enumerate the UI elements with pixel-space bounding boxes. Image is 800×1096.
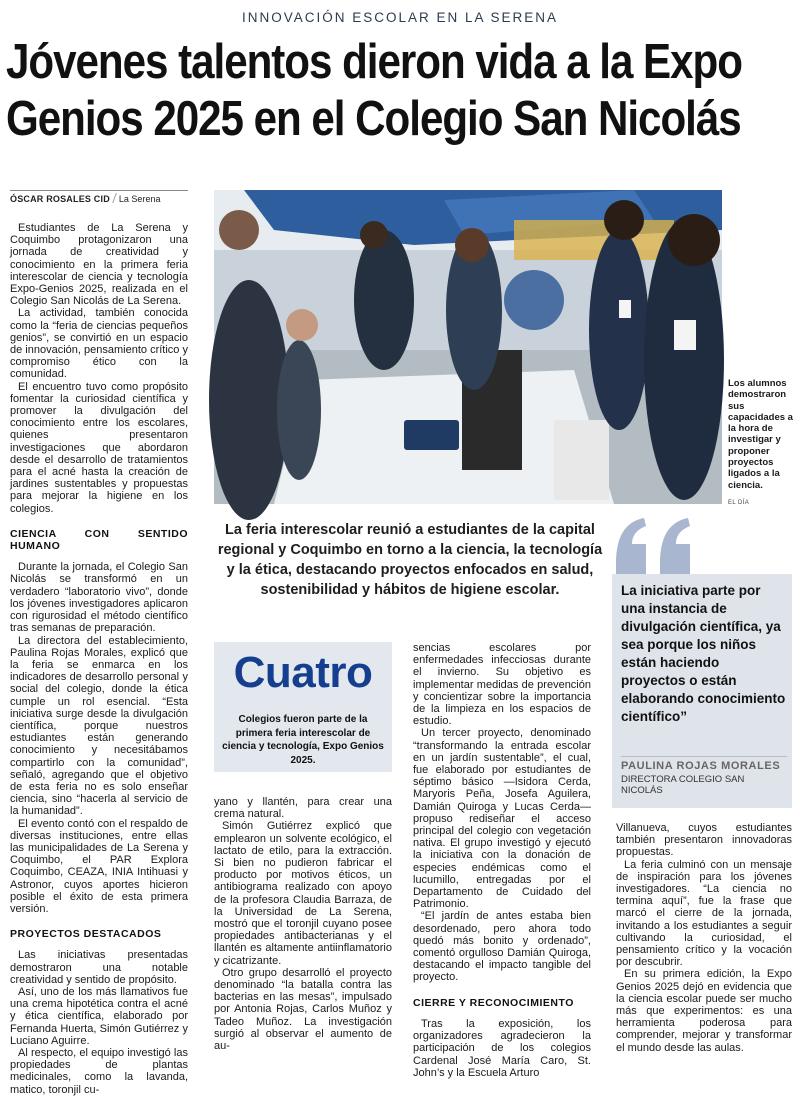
- headline-line-1: Jóvenes talentos dieron vida a la Expo: [6, 35, 742, 89]
- pull-quote-role: DIRECTORA COLEGIO SAN NICOLÁS: [621, 774, 745, 796]
- paragraph: Al respecto, el equipo investigó las propiedades de plantas medicinales, como la lavanda, matico, toronjil cu-: [10, 1047, 188, 1096]
- article-column-1: [10, 222, 188, 1096]
- paragraph: Las iniciativas presentadas demostraron una notable creatividad y sentido de propósito.: [10, 949, 188, 986]
- section-kicker: INNOVACIÓN ESCOLAR EN LA SERENA: [241, 10, 559, 25]
- paragraph: Durante la jornada, el Colegio San Nicolás se transformó en un verdadero “laboratorio vivo”, donde los jóvenes investigadores aplicaron con rigurosidad el método científico tras semanas de preparación.: [10, 561, 188, 635]
- pull-quote-text: La iniciativa parte por una instancia de divulgación científica, ya sea porque los niños están haciendo proyectos o están elaborando conocimiento científico”: [621, 583, 786, 724]
- article-column-3: [413, 642, 591, 1079]
- photo-credit: EL DÍA: [728, 500, 750, 506]
- paragraph: Un tercer proyecto, denominado “transformando la entrada escolar en un jardín sustentable”, el cual, fue elaborado por estudiantes de séptimo básico —Isidora Cerda, Maryoris Peña, Josefa Aguilera, Damián Quiroga y Lucas Cerda— propuso rediseñar el acceso principal del colegio con vegetación nativa. El grupo investigó y ejecutó la iniciativa con la donación de especies endémicas como el lucumillo, entregadas por el Departamento de Cuidado del Patrimonio.: [413, 727, 591, 911]
- paragraph: Simón Gutiérrez explicó que emplearon un solvente ecológico, el lactato de etilo, para la extracción. Si bien no pudieron fabricar el producto por motivos éticos, un antibiograma realizado con apoyo de la profesora Claudia Barraza, de la Universidad de La Serena, mostró que el toronjil cuyano posee propiedades antibacterianas y el llantén es altamente antiinflamatorio y cicatrizante.: [214, 820, 392, 967]
- paragraph: sencias escolares por enfermedades infecciosas durante el invierno. Su objetivo es implementar medidas de prevención y concientizar sobre la importancia de la limpieza en los espacios de estudio.: [413, 642, 591, 728]
- article-column-2: [214, 796, 392, 1052]
- byline-divider: [112, 193, 117, 203]
- headline-line-2: Genios 2025 en el Colegio San Nicolás: [6, 92, 741, 146]
- paragraph: La actividad, también conocida como la “feria de ciencias pequeños genios”, se convirtió en un espacio de innovación, pensamiento crítico y compromiso ético con la comunidad.: [10, 307, 188, 381]
- pull-quote-name: PAULINA ROJAS MORALES: [621, 756, 787, 772]
- photo-caption: Los alumnos demostraron sus capacidades a la hora de investigar y proponer proyectos ligados a la ciencia.: [728, 378, 793, 491]
- fact-number: Cuatro: [233, 648, 373, 697]
- paragraph: El evento contó con el respaldo de diversas instituciones, entre ellas las municipalidades de La Serena y Coquimbo, el PAR Explora Coquimbo, CEAZA, INIA Intihuasi y Astronor, cuyos aportes hicieron posible el éxito de esta primera versión.: [10, 817, 188, 915]
- subheading-proyectos: PROYECTOS DESTACADOS: [10, 928, 162, 941]
- paragraph: Otro grupo desarrolló el proyecto denominado “la batalla contra las bacterias en las mesas”, impulsado por Antonia Rojas, Carlos Muñoz y Tadeo Muñoz. La investigación surgió al observar el aumento de au-: [214, 966, 392, 1053]
- paragraph: Tras la exposición, los organizadores agradecieron la participación de los colegios Cardenal José María Caro, St. John’s y la Escuela Arturo: [413, 1017, 591, 1079]
- subheading-cierre: CIERRE Y RECONOCIMIENTO: [413, 996, 574, 1009]
- paragraph: yano y llantén, para crear una crema natural.: [214, 796, 392, 821]
- byline-author: ÓSCAR ROSALES CID: [10, 194, 110, 204]
- paragraph: Villanueva, cuyos estudiantes también presentaron innovadoras propuestas.: [616, 822, 792, 859]
- quote-mark-icon: [610, 508, 700, 582]
- fact-text: Colegios fueron parte de la primera feria interescolar de ciencia y tecnología, Expo Genios 2025.: [222, 714, 384, 766]
- article-deck: La feria interescolar reunió a estudiantes de la capital regional y Coquimbo en torno a la ciencia, la tecnología y la ética, destacando proyectos enfocados en salud, sostenibilidad y hábitos de higiene escolar.: [217, 522, 603, 598]
- paragraph: Así, uno de los más llamativos fue una crema hipotética contra el acné y ética científica, elaborado por Fernanda Huerta, Simón Gutiérrez y Luciano Aguirre.: [10, 985, 188, 1047]
- paragraph: En su primera edición, la Expo Genios 2025 dejó en evidencia que la ciencia escolar puede ser mucho más que experimentos: es una herramienta poderosa para comprender, mejorar y transformar el mundo desde las aulas.: [616, 968, 792, 1054]
- paragraph: Estudiantes de La Serena y Coquimbo protagonizaron una jornada de creatividad y conocimiento en la primera feria interescolar de ciencia y tecnología Expo-Genios 2025, realizada en el Colegio San Nicolás de La Serena.: [10, 222, 188, 308]
- paragraph: La feria culminó con un mensaje de inspiración para los jóvenes investigadores. “La ciencia no termina aquí”, fue la frase que marcó el cierre de la jornada, invitando a los estudiantes a seguir cultivando la curiosidad, el pensamiento crítico y la vocación por descubrir.: [616, 858, 792, 969]
- byline: [10, 190, 188, 204]
- subheading-ciencia: CIENCIA CON SENTIDO HUMANO: [10, 527, 188, 553]
- paragraph: “El jardín de antes estaba bien desordenado, pero ahora todo quedó más bonito y ordenado”, comentó orgulloso Damián Quiroga, destacando el impacto tangible del proyecto.: [413, 910, 591, 984]
- article-photo: [214, 190, 722, 504]
- article-column-4: [616, 822, 792, 1054]
- paragraph: El encuentro tuvo como propósito fomentar la curiosidad científica y promover la divulgación del conocimiento entre los escolares, quienes presentaron investigaciones que abordaron desde el desarrollo de tratamientos para el acné hasta la creación de jardines sustentables y propuestas para mejorar la higiene en los colegios.: [10, 380, 188, 515]
- byline-location: La Serena: [118, 194, 161, 204]
- students-photo-illustration: [214, 190, 722, 504]
- headline: [6, 34, 742, 148]
- paragraph: La directora del establecimiento, Paulina Rojas Morales, explicó que la feria se enmarca en los indicadores de desarrollo personal y social del colegio, donde la ética cumple un rol esencial. “Esta iniciativa surge desde la divulgación científica, porque nuestros estudiantes están generando conocimiento y necesitábamos compartirlo con la comunidad”, señaló, agregando que el objetivo de esta feria no es solo enseñar ciencia, sino “hacerla al servicio de la humanidad”.: [10, 634, 188, 818]
